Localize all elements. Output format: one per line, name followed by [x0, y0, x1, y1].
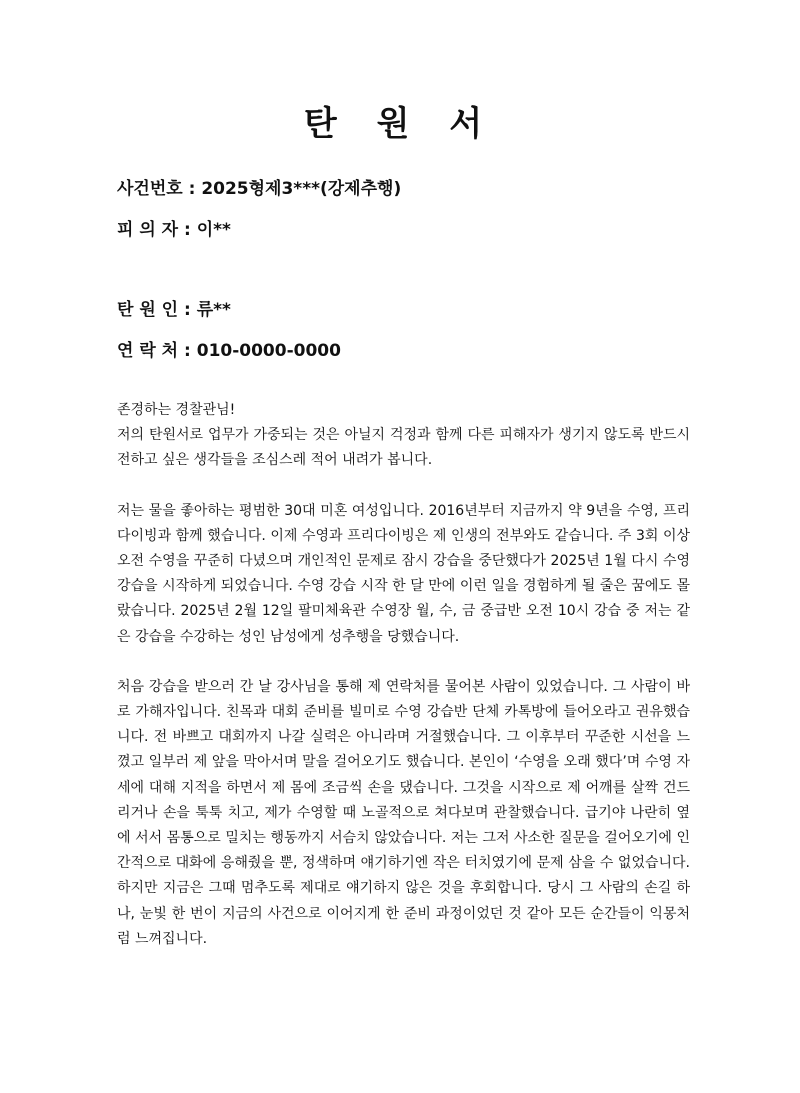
suspect-name: 피 의 자 : 이**: [117, 220, 231, 240]
petitioner-name: 탄 원 인 : 류**: [117, 300, 231, 320]
petition-body: [117, 398, 690, 977]
paragraph-intro: 저의 탄원서로 업무가 가중되는 것은 아닐지 걱정과 함께 다른 피해자가 생기지 않도록 반드시 전하고 싶은 생각들을 조심스레 적어 내려가 봅니다.: [117, 427, 690, 469]
greeting: 존경하는 경찰관님!: [117, 402, 236, 418]
paragraph-incident: 처음 강습을 받으러 간 날 강사님을 통해 제 연락처를 물어본 사람이 있었습니다. 그 사람이 바로 가해자입니다. 친목과 대회 준비를 빌미로 수영 강습반 단체 카톡방에 들어오라고 권유했습니다. 전 바쁘고 대회까지 나갈 실력은 아니라며 거절했습니다. 그 이후부터 꾸준한 시선을 느꼈고 일부러 제 앞을 막아서며 말을 걸어오기도 했습니다. 본인이 ‘수영을 오래 했다’며 수영 자세에 대해 지적을 하면서 제 몸에 조금씩 손을 댔습니다. 그것을 시작으로 제 어깨를 살짝 건드리거나 손을 툭툭 치고, 제가 수영할 때 노골적으로 쳐다보며 관찰했습니다. 급기야 나란히 옆에 서서 몸통으로 밀치는 행동까지 서슴치 않았습니다. 저는 그저 사소한 질문을 걸어오기에 인간적으로 대화에 응해줬을 뿐, 정색하며 얘기하기엔 작은 터치였기에 문제 삼을 수 없었습니다. 하지만 지금은 그때 멈추도록 제대로 얘기하지 않은 것을 후회합니다. 당시 그 사람의 손길 하나, 눈빛 한 번이 지금의 사건으로 이어지게 한 준비 과정이었던 것 같아 모든 순간들이 익몽처럼 느껴집니다.: [117, 678, 690, 947]
paragraph-background: 저는 물을 좋아하는 평범한 30대 미혼 여성입니다. 2016년부터 지금까지 약 9년을 수영, 프리다이빙과 함께 했습니다. 이제 수영과 프리다이빙은 제 인생의 전부와도 같습니다. 주 3회 이상 오전 수영을 꾸준히 다녔으며 개인적인 문제로 잠시 강습을 중단했다가 2025년 1월 다시 수영 강습을 시작하게 되었습니다. 수영 강습 시작 한 달 만에 이런 일을 경험하게 될 줄은 꿈에도 몰랐습니다. 2025년 2월 12일 팔미체육관 수영장 월, 수, 금 중급반 오전 10시 강습 중 저는 같은 강습을 수강하는 성인 남성에게 성추행을 당했습니다.: [117, 502, 690, 645]
document-title: 탄 원 서: [303, 104, 497, 144]
case-number: 사건번호 : 2025형제3***(강제추행): [117, 179, 402, 199]
contact-number: 연 락 처 : 010-0000-0000: [117, 341, 341, 361]
